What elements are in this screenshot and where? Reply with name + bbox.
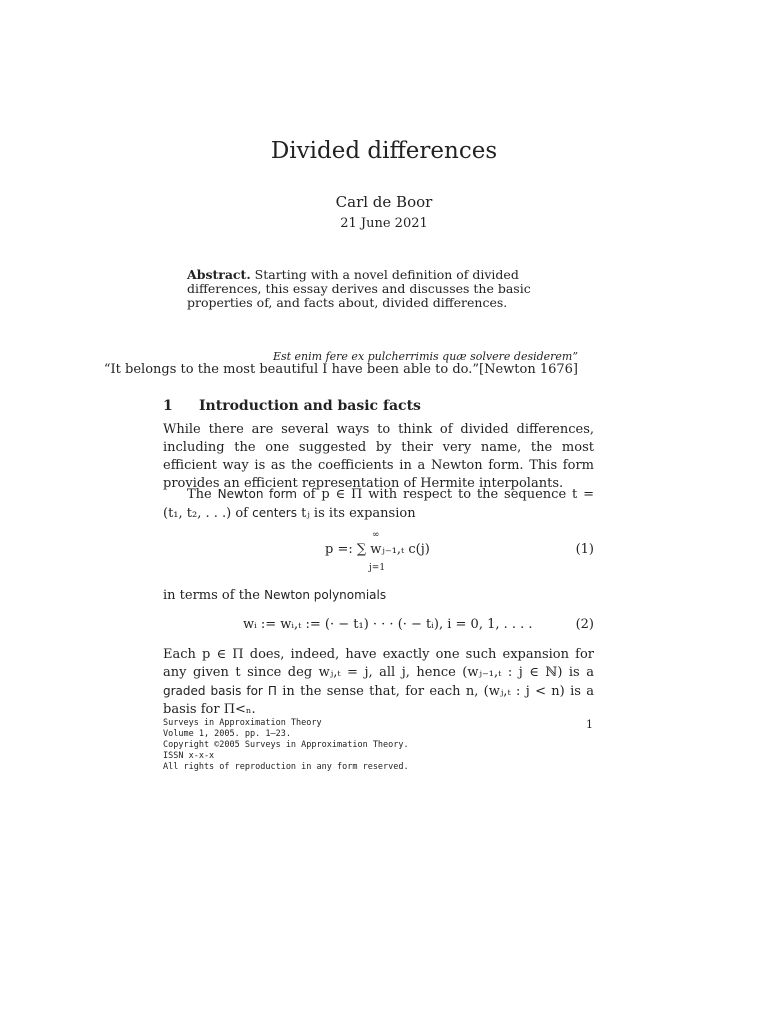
paragraph-graded-basis — [163, 646, 594, 719]
eq1-sum-top: ∞ — [372, 530, 380, 540]
para2-middle: of p ∈ Π with respect to the sequence t = (t₁, t₂, . . .) of — [163, 487, 594, 521]
epigraph-latin: Est enim fere ex pulcherrimis quæ solvere desiderem” — [272, 350, 578, 363]
paragraph-newton-form — [163, 485, 594, 523]
eq2-number: (2) — [575, 617, 594, 632]
eq1-number: (1) — [575, 542, 594, 557]
equation-1 — [163, 530, 594, 574]
paper-date: 21 June 2021 — [340, 216, 428, 231]
para4-end: in the sense that, for each n, (wⱼ,ₜ : j < n) is a basis for Π<ₙ. — [163, 684, 594, 717]
section-title: Introduction and basic facts — [199, 398, 421, 414]
paper-title: Divided differences — [270, 138, 498, 164]
abstract-heading: Abstract. — [187, 267, 251, 282]
para2-start: The — [187, 487, 212, 502]
abstract — [187, 268, 579, 310]
section-number: 1 — [163, 398, 173, 414]
eq1-body: p =: ∑ wⱼ₋₁,ₜ c(j) — [325, 542, 430, 557]
epigraph-english: “It belongs to the most beautiful I have been able to do.”[Newton 1676] — [103, 362, 578, 377]
footer-line-rights: All rights of reproduction in any form reserved. — [163, 762, 409, 772]
footer-line-copyright: Copyright ©2005 Surveys in Approximation Theory. — [163, 740, 409, 750]
term-newton-polynomials: Newton polynomials — [264, 588, 387, 602]
page-number: 1 — [586, 718, 593, 731]
footer-line-issn: ISSN x-x-x — [163, 751, 215, 761]
term-centers: centers — [252, 506, 297, 520]
eq1-sum-bottom: j=1 — [369, 563, 386, 573]
footer-line-journal: Surveys in Approximation Theory — [163, 718, 322, 728]
footer-line-volume: Volume 1, 2005. pp. 1–23. — [163, 729, 291, 739]
term-newton-form: Newton form — [217, 487, 297, 501]
para4-start: Each p ∈ Π does, indeed, have exactly one such expansion for any given t since deg wⱼ,ₜ = j, all j, hence (wⱼ₋₁,ₜ : j ∈ ℕ) is a — [163, 647, 594, 680]
abstract-text: Starting with a novel definition of divided differences, this essay derives and discusses the basic properties of, and facts about, divided differences. — [187, 267, 531, 310]
term-graded-basis: graded basis for Π — [163, 684, 277, 698]
para2-end: tⱼ is its expansion — [301, 506, 416, 521]
paragraph-newton-polys — [163, 586, 594, 605]
equation-2 — [163, 617, 594, 635]
para3-start: in terms of the — [163, 588, 260, 603]
paragraph-intro: While there are several ways to think of divided differences, including the one suggested by their very name, the most efficient way is as the coefficients in a Newton form. This form provides an efficient representation of Hermite interpolants. — [163, 422, 594, 491]
eq2-body: wᵢ := wᵢ,ₜ := (· − t₁) · · · (· − tᵢ), i = 0, 1, . . . . — [243, 617, 533, 632]
author-name: Carl de Boor — [335, 193, 433, 211]
journal-footer — [163, 718, 409, 773]
